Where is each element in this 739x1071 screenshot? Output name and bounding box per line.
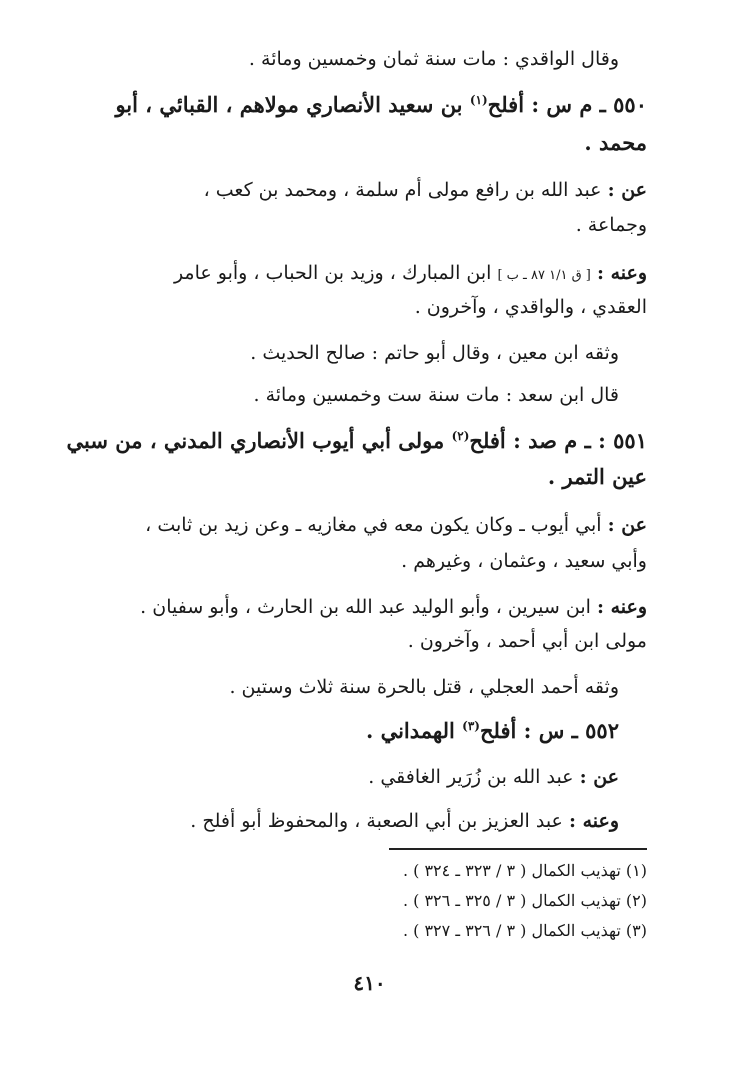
text-line: قال ابن سعد : مات سنة ست وخمسين ومائة . [253,384,619,406]
text-line: عن : أبي أيوب ـ وكان يكون معه في مغازيه ـ وعن زيد بن ثابت ، [145,514,647,536]
entry-heading-550: ٥٥٠ ـ م س : أفلح$^{(١)}$ بن سعيد الأنصاري مولاهم ، القبائي ، أبو [115,92,647,117]
footnote-ref: (١) [469,93,488,107]
text-line: عن : عبد الله بن رافع مولى أم سلمة ، ومحمد بن كعب ، [203,179,647,201]
manuscript-note: [ ق ١/١ ٨٧ ـ ب ] [497,268,591,283]
entry-heading-551: ٥٥١ : ـ م صد : أفلح$^{(٢)}$ مولى أبي أيوب الأنصاري المدني ، من سبي [66,428,647,453]
text-line: وعنه : [ ق ١/١ ٨٧ ـ ب ] ابن المبارك ، وزيد بن الحباب ، وأبو عامر [173,262,647,284]
entry-heading-551-cont: عين التمر . [547,464,647,489]
text-line: وثقه أحمد العجلي ، قتل بالحرة سنة ثلاث وستين . [229,676,619,698]
footnote-ref: (٢) [451,429,470,443]
footnote: (١) تهذيب الكمال ( ٣ / ٣٢٣ ـ ٣٢٤ ) . [402,861,647,880]
text-line: وثقه ابن معين ، وقال أبو حاتم : صالح الحديث . [250,342,619,364]
text-line: وعنه : ابن سيرين ، وأبو الوليد عبد الله بن الحارث ، وأبو سفيان . [140,596,647,618]
entry-heading-550-cont: محمد . [584,130,647,155]
footnote: (٣) تهذيب الكمال ( ٣ / ٣٢٦ ـ ٣٢٧ ) . [402,921,647,940]
text-line: وقال الواقدي : مات سنة ثمان وخمسين ومائة . [248,48,619,70]
footnote-divider [389,848,647,850]
footnote-ref: (٣) [462,719,480,733]
text-line: مولى ابن أبي أحمد ، وآخرون . [407,630,647,652]
text-line: عن : عبد الله بن زُرَير الغافقي . [368,766,619,788]
page-number: ٤١٠ [353,971,386,995]
text-line: وأبي سعيد ، وعثمان ، وغيرهم . [401,550,647,572]
entry-heading-552: ٥٥٢ ـ س : أفلح$^{(٣)}$ الهمداني . [365,718,619,743]
text-line: وجماعة . [575,214,647,236]
footnote: (٢) تهذيب الكمال ( ٣ / ٣٢٥ ـ ٣٢٦ ) . [402,891,647,910]
text-line: وعنه : عبد العزيز بن أبي الصعبة ، والمحفوظ أبو أفلح . [190,810,619,832]
text-line: العقدي ، والواقدي ، وآخرون . [414,296,647,318]
